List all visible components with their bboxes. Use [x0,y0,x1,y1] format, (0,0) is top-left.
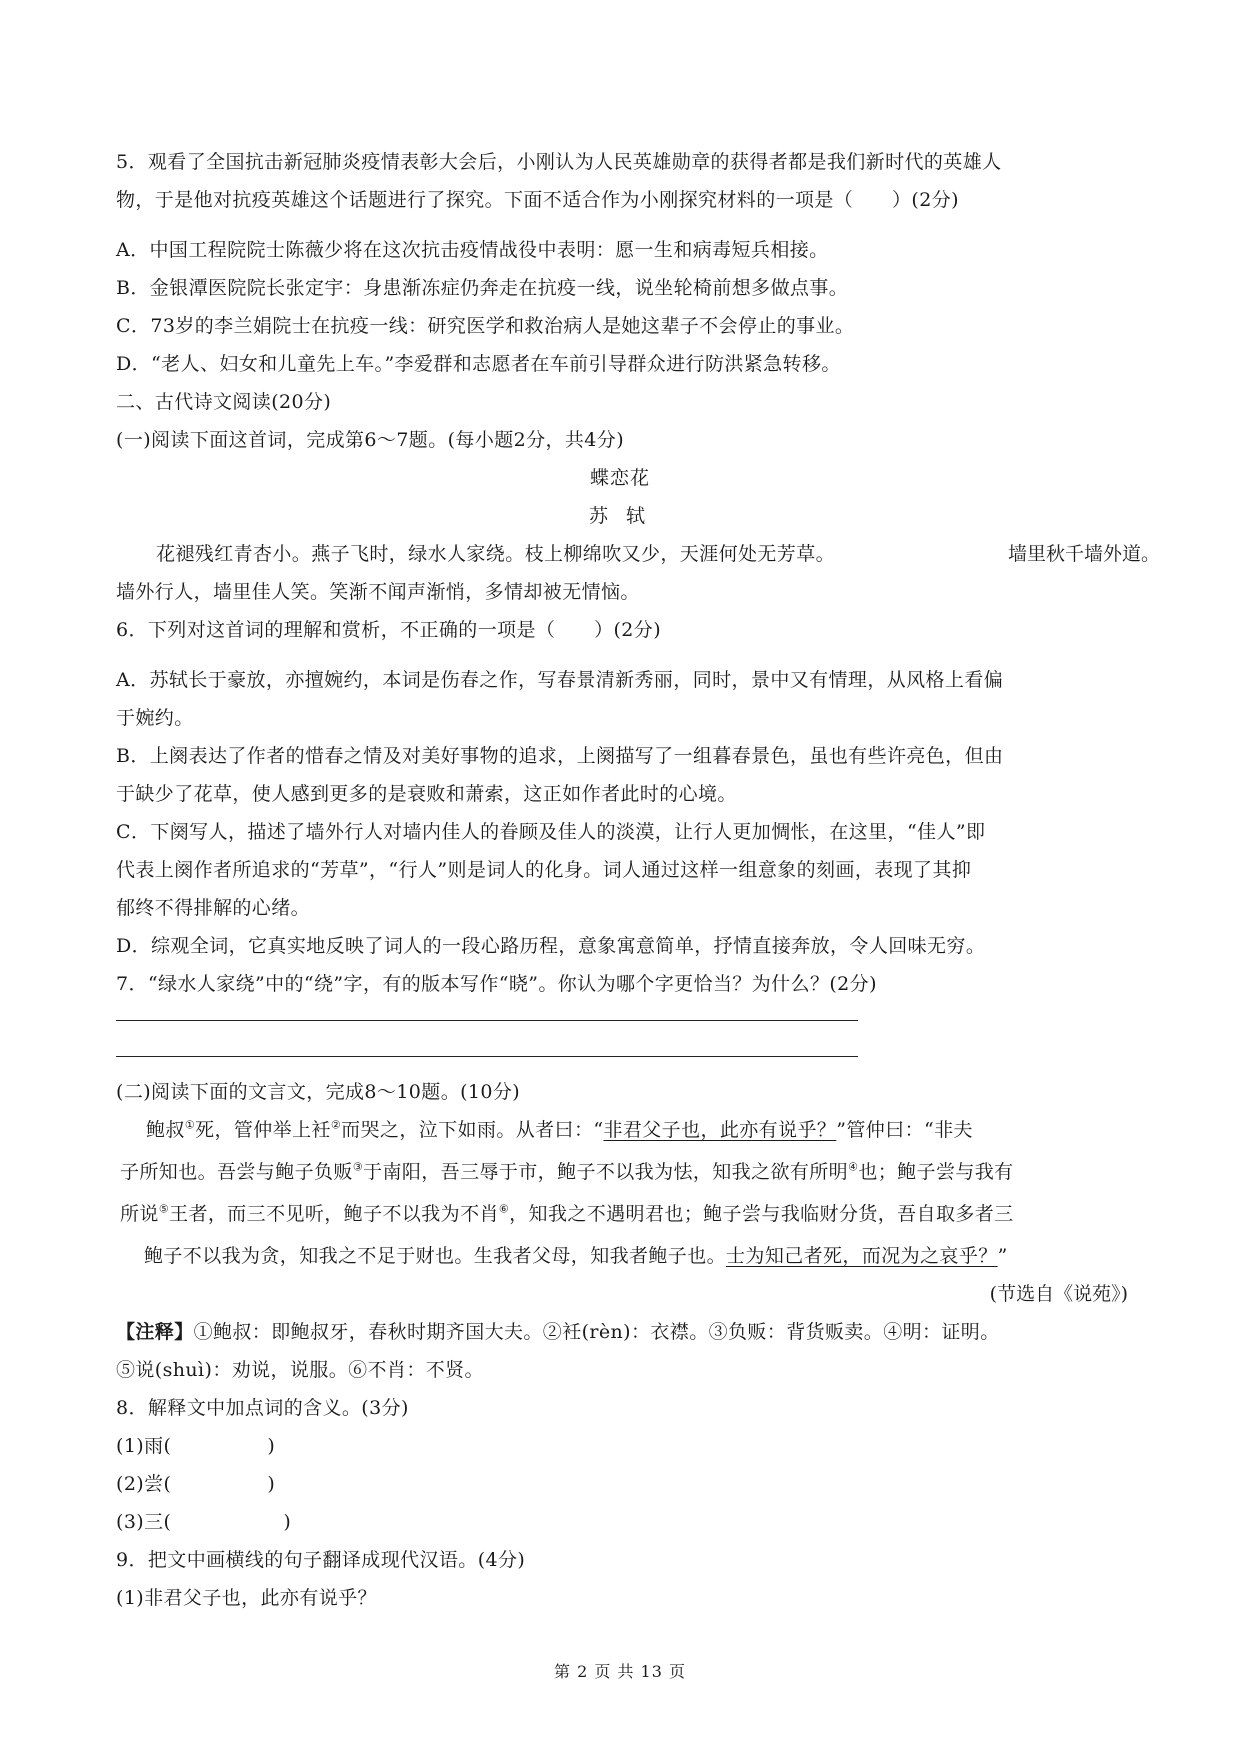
question-5-line-2: 物，于是他对抗疫英雄这个话题进行了探究。下面不适合作为小刚探究材料的一项是（ ）(2分) [116,189,959,211]
classical-text-line-4: 鲍子不以我为贪，知我之不足于财也。生我者父母，知我者鲍子也。士为知己者死，而况为之哀乎？” [144,1245,1008,1267]
question-6-option-a-line-1: A．苏轼长于豪放，亦擅婉约，本词是伤春之作，写春景清新秀丽，同时，景中又有情理，从风格上看偏 [116,669,1004,691]
annotation-line-1: 【注释】①鲍叔：即鲍叔牙，春秋时期齐国大夫。②衽(rèn)：衣襟。③负贩：背货贩卖。④明：证明。 [116,1321,1000,1343]
footnote-marker: ⑤ [158,1202,170,1216]
poem-line-2: 墙外行人，墙里佳人笑。笑渐不闻声渐悄，多情却被无情恼。 [116,581,640,603]
part-2-intro: (二)阅读下面的文言文，完成8～10题。(10分) [116,1081,521,1103]
footnote-marker: ② [330,1118,342,1132]
footnote-marker: ① [184,1118,196,1132]
question-6-option-c-line-3: 郁终不得排解的心绪。 [116,897,311,919]
question-6-option-b-line-1: B．上阕表达了作者的惜春之情及对美好事物的追求，上阕描写了一组暮春景色，虽也有些许亮色，但由 [116,745,1004,767]
question-8-item-1: (1)雨( ) [116,1435,276,1457]
question-5-option-a: A．中国工程院院士陈薇少将在这次抗击疫情战役中表明：愿一生和病毒短兵相接。 [116,239,829,261]
poem-author: 苏 轼 [588,505,652,527]
underlined-sentence: 士为知己者死，而况为之哀乎？ [726,1245,998,1267]
classical-text-line-1: 鲍叔①死，管仲举上衽②而哭之，泣下如雨。从者曰：“非君父子也，此亦有说乎？”管仲曰：“非夫 [146,1118,973,1141]
question-9-stem: 9．把文中画横线的句子翻译成现代汉语。(4分) [116,1549,526,1571]
question-6-option-d: D．综观全词，它真实地反映了词人的一段心路历程，意象寓意简单，抒情直接奔放，令人回味无穷。 [116,935,986,957]
question-9-item-1: (1)非君父子也，此亦有说乎？ [116,1587,377,1609]
part-1-intro: (一)阅读下面这首词，完成第6～7题。(每小题2分，共4分) [116,429,625,451]
answer-line[interactable] [116,1020,858,1021]
footnote-marker: ④ [848,1160,859,1174]
text-source: (节选自《说苑》) [989,1283,1128,1305]
question-6-option-b-line-2: 于缺少了花草，使人感到更多的是衰败和萧索，这正如作者此时的心境。 [116,783,737,805]
poem-line-1: 花褪残红青杏小。燕子飞时，绿水人家绕。枝上柳绵吹又少，天涯何处无芳草。 [156,543,836,565]
poem-line-1-end: 墙里秋千墙外道。 [1008,543,1161,565]
question-6-option-c-line-1: C．下阕写人，描述了墙外行人对墙内佳人的眷顾及佳人的淡漠，让行人更加惆怅，在这里，“佳人”即 [116,821,986,843]
annotation-tag: 【注释】 [116,1321,194,1343]
underlined-sentence: 非君父子也，此亦有说乎？ [603,1119,837,1141]
annotation-line-2: ⑤说(shuì)：劝说，说服。⑥不肖：不贤。 [116,1359,484,1381]
question-8-stem: 8．解释文中加点词的含义。(3分) [116,1397,409,1419]
section-2-title: 二、古代诗文阅读(20分) [116,391,332,413]
answer-line[interactable] [116,1056,858,1057]
footnote-marker: ⑥ [498,1202,510,1216]
question-6-option-a-line-2: 于婉约。 [116,707,194,729]
question-5-option-c: C．73岁的李兰娟院士在抗疫一线：研究医学和救治病人是她这辈子不会停止的事业。 [116,315,855,337]
question-6-stem: 6．下列对这首词的理解和赏析，不正确的一项是（ ）(2分) [116,619,662,641]
question-8-item-2: (2)尝( ) [116,1473,276,1495]
poem-title: 蝶恋花 [589,467,650,489]
page-footer: 第 2 页 共 13 页 [554,1662,686,1681]
question-8-item-3: (3)三( ) [116,1511,292,1533]
classical-text-line-2: 子所知也。吾尝与鲍子负贩③于南阳，吾三辱于市，鲍子不以我为怯，知我之欲有所明④也；鲍子尝与我有 [120,1160,1014,1183]
question-5-line-1: 5．观看了全国抗击新冠肺炎疫情表彰大会后，小刚认为人民英雄勋章的获得者都是我们新时代的英雄人 [116,151,1002,173]
footnote-marker: ③ [352,1160,364,1174]
question-5-option-b: B．金银潭医院院长张定宇：身患渐冻症仍奔走在抗疫一线，说坐轮椅前想多做点事。 [116,277,849,299]
classical-text-line-3: 所说⑤王者，而三不见听，鲍子不以我为不肖⑥，知我之不遇明君也；鲍子尝与我临财分货，吾自取多者三 [120,1202,1014,1225]
question-5-option-d: D．“老人、妇女和儿童先上车。”李爱群和志愿者在车前引导群众进行防洪紧急转移。 [116,353,841,375]
question-6-option-c-line-2: 代表上阕作者所追求的“芳草”，“行人”则是词人的化身。词人通过这样一组意象的刻画，表现了其抑 [116,859,972,881]
question-7-stem: 7．“绿水人家绕”中的“绕”字，有的版本写作“晓”。你认为哪个字更恰当？为什么？(2分) [116,973,877,995]
